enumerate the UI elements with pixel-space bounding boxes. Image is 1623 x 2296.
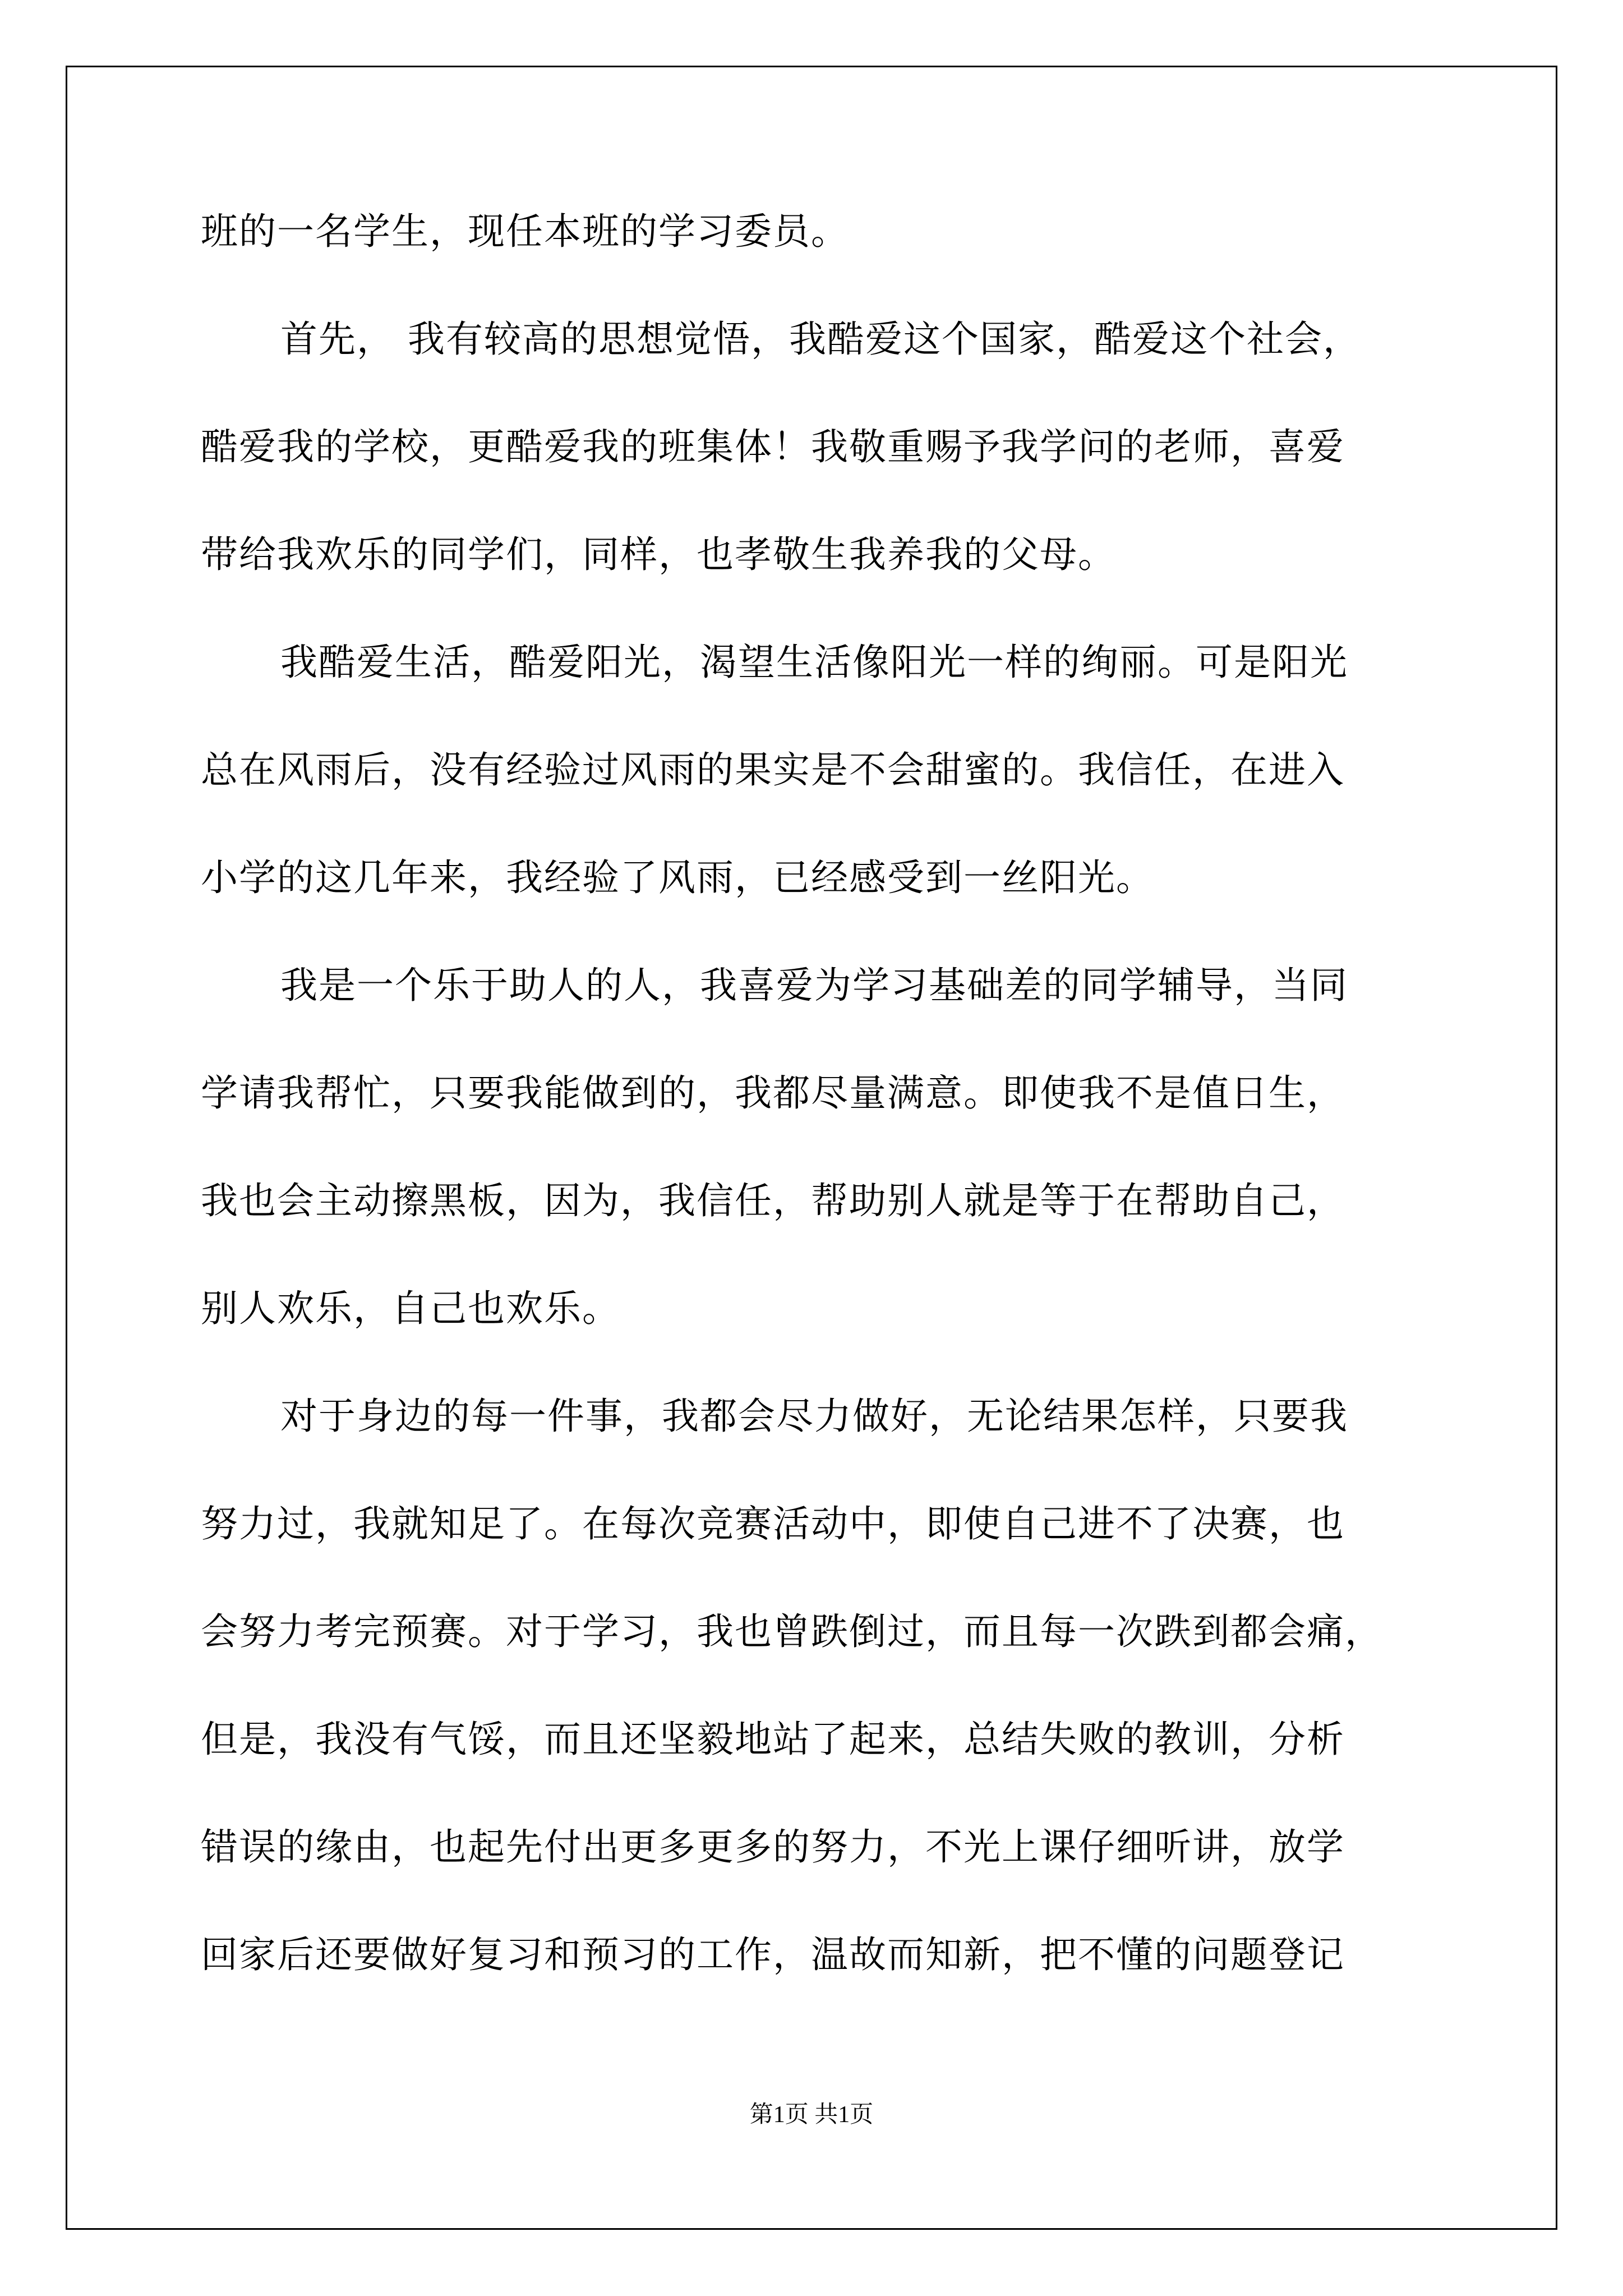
text-line: 首先， 我有较高的思想觉悟，我酷爱这个国家，酷爱这个社会， — [280, 318, 1361, 361]
text-line: 学请我帮忙，只要我能做到的，我都尽量满意。即使我不是值日生， — [201, 1071, 1345, 1115]
text-line: 小学的这几年来，我经验了风雨，已经感受到一丝阳光。 — [201, 856, 1154, 899]
text-line: 我也会主动擦黑板，因为，我信任，帮助别人就是等于在帮助自己， — [201, 1179, 1345, 1222]
text-line: 酷爱我的学校，更酷爱我的班集体！我敬重赐予我学问的老师，喜爱 — [201, 425, 1345, 468]
text-line: 总在风雨后，没有经验过风雨的果实是不会甜蜜的。我信任，在进入 — [201, 748, 1345, 792]
text-line: 带给我欢乐的同学们，同样，也孝敬生我养我的父母。 — [201, 533, 1116, 576]
text-line: 错误的缘由，也起先付出更多更多的努力，不光上课仔细听讲，放学 — [201, 1825, 1345, 1869]
text-line: 会努力考完预赛。对于学习，我也曾跌倒过，而且每一次跌到都会痛， — [201, 1610, 1383, 1653]
text-line: 我酷爱生活，酷爱阳光，渴望生活像阳光一样的绚丽。可是阳光 — [280, 641, 1348, 684]
text-line: 回家后还要做好复习和预习的工作，温故而知新，把不懂的问题登记 — [201, 1933, 1345, 1976]
text-line: 努力过，我就知足了。在每次竞赛活动中，即使自己进不了决赛，也 — [201, 1502, 1345, 1545]
text-line: 但是，我没有气馁，而且还坚毅地站了起来，总结失败的教训，分析 — [201, 1718, 1345, 1761]
text-line: 别人欢乐，自己也欢乐。 — [201, 1287, 620, 1330]
page-footer: 第1页 共1页 — [749, 2102, 874, 2128]
text-line: 我是一个乐于助人的人，我喜爱为学习基础差的同学辅导，当同 — [280, 964, 1348, 1007]
text-line: 对于身边的每一件事，我都会尽力做好，无论结果怎样，只要我 — [280, 1395, 1348, 1438]
text-line: 班的一名学生，现任本班的学习委员。 — [201, 210, 849, 253]
